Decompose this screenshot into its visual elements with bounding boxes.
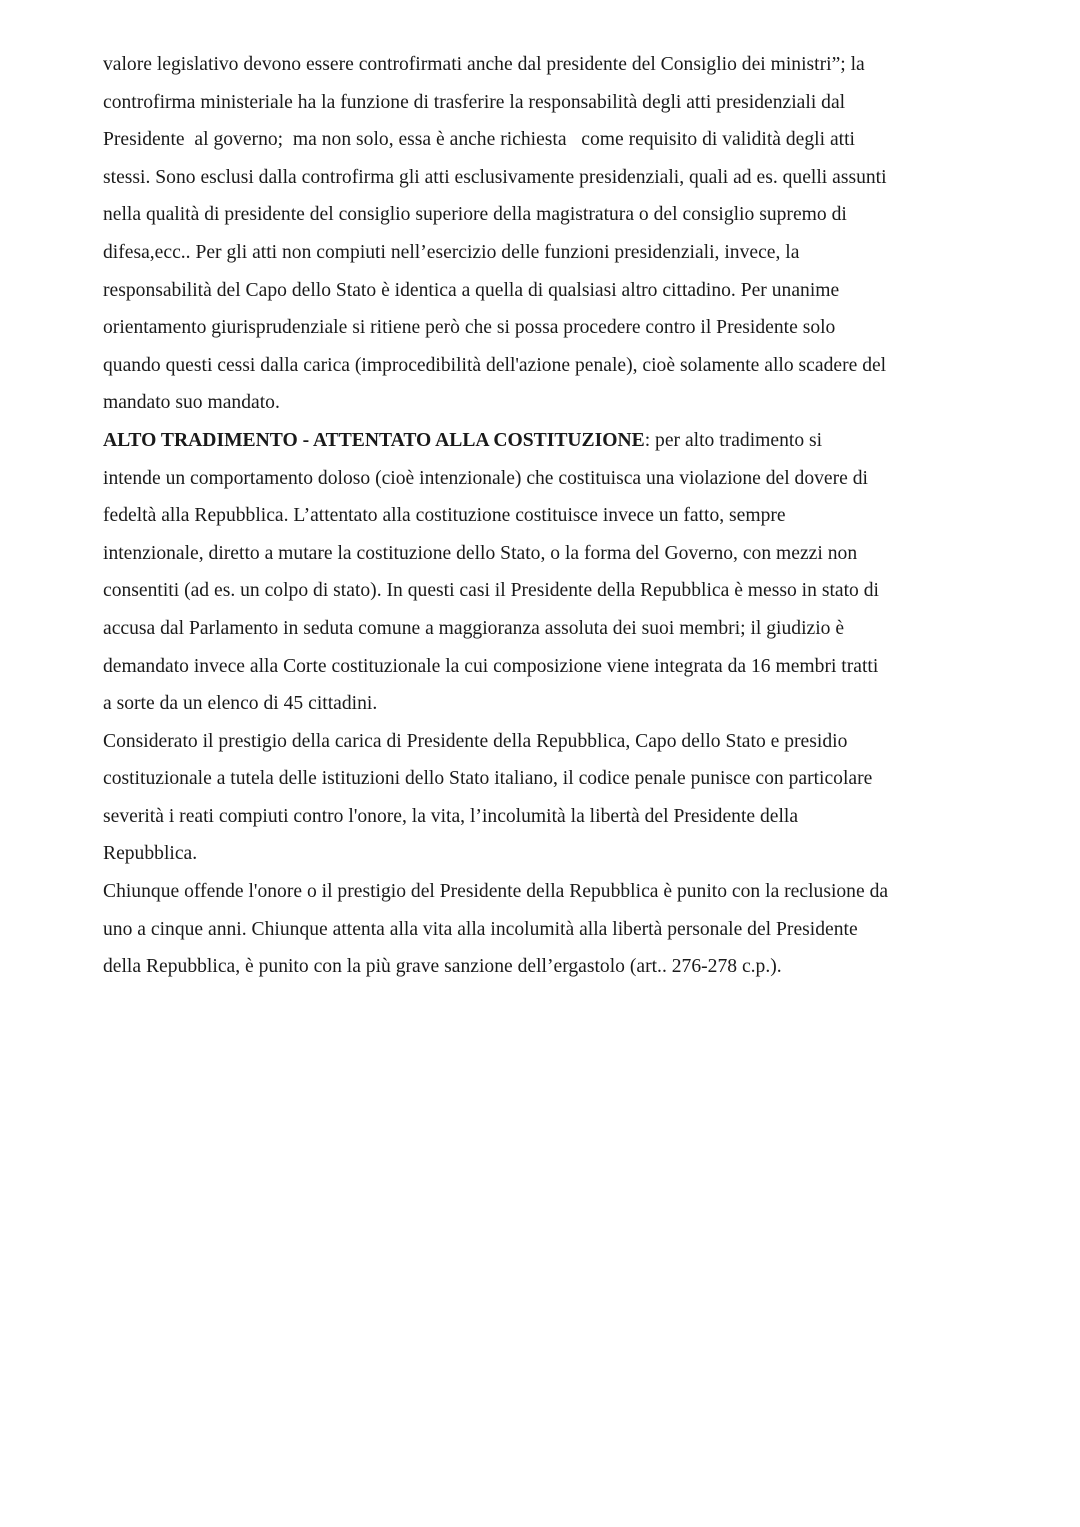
text-line: Chiunque offende l'onore o il prestigio del Presidente della Repubblica è punito con la reclusione da [103,881,889,903]
text-line: Considerato il prestigio della carica di Presidente della Repubblica, Capo dello Stato e presidio [103,730,848,752]
text-line [103,422,983,460]
text-line: difesa,ecc.. Per gli atti non compiuti nell’esercizio delle funzioni presidenziali, invece, la [103,241,800,263]
paragraph-alto-tradimento [103,422,983,723]
text-line: nella qualità di presidente del consiglio superiore della magistratura o del consiglio supremo di [103,204,847,226]
text-line: costituzionale a tutela delle istituzioni dello Stato italiano, il codice penale punisce con particolare [103,768,873,790]
section-heading: ALTO TRADIMENTO - ATTENTATO ALLA COSTITUZIONE [103,429,645,451]
text-line: uno a cinque anni. Chiunque attenta alla vita alla incolumità alla libertà personale del Presidente [103,918,858,940]
text-line: fedeltà alla Repubblica. L’attentato alla costituzione costituisce invece un fatto, sempre [103,505,786,527]
text-line: intende un comportamento doloso (cioè intenzionale) che costituisca una violazione del dovere di [103,467,868,489]
text-line: controfirma ministeriale ha la funzione di trasferire la responsabilità degli atti presidenziali dal [103,91,846,113]
text-line: della Repubblica, è punito con la più grave sanzione dell’ergastolo (art.. 276-278 c.p.). [103,956,782,978]
text-line: orientamento giurisprudenziale si ritiene però che si possa procedere contro il Presidente solo [103,317,836,339]
paragraph-controfirma [103,46,983,422]
text-line: valore legislativo devono essere controfirmati anche dal presidente del Consiglio dei ministri”; la [103,54,865,75]
text-line: severità i reati compiuti contro l'onore, la vita, l’incolumità la libertà del Presidente della [103,805,799,827]
document-page [103,46,983,986]
text-line: demandato invece alla Corte costituzionale la cui composizione viene integrata da 16 membri tratti [103,655,879,677]
text-line: mandato suo mandato. [103,392,280,414]
text-line: a sorte da un elenco di 45 cittadini. [103,693,378,715]
text-line: quando questi cessi dalla carica (improcedibilità dell'azione penale), cioè solamente allo scadere del [103,354,887,376]
text-line: Repubblica. [103,843,198,865]
heading-continuation: : per alto tradimento si [644,429,823,451]
paragraph-prestigio [103,723,983,873]
text-line: stessi. Sono esclusi dalla controfirma gli atti esclusivamente presidenziali, quali ad es. quelli assunti [103,166,887,188]
text-line: accusa dal Parlamento in seduta comune a maggioranza assoluta dei suoi membri; il giudizio è [103,617,845,639]
text-line: Presidente al governo; ma non solo, essa è anche richiesta come requisito di validità degli atti [103,129,855,151]
text-line: consentiti (ad es. un colpo di stato). In questi casi il Presidente della Repubblica è messo in stato di [103,580,879,602]
paragraph-sanzioni [103,873,983,986]
text-line: responsabilità del Capo dello Stato è identica a quella di qualsiasi altro cittadino. Per unanime [103,279,840,301]
text-line: intenzionale, diretto a mutare la costituzione dello Stato, o la forma del Governo, con mezzi non [103,542,858,564]
